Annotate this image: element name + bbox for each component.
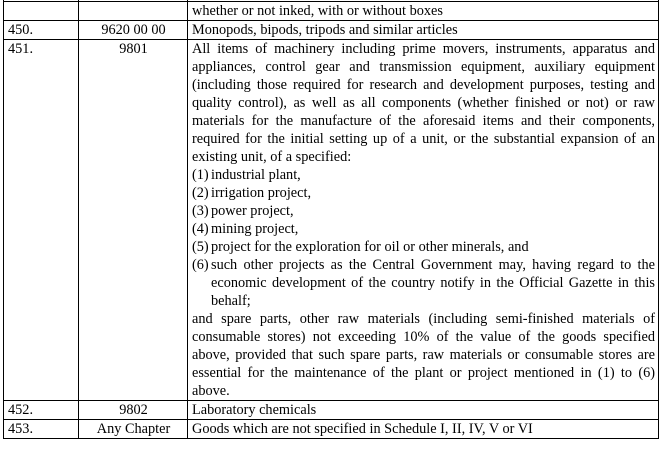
schedule-table xyxy=(3,0,659,439)
list-item xyxy=(192,202,655,220)
list-number: (5) xyxy=(192,239,209,255)
table-row xyxy=(4,401,659,420)
description-closing: and spare parts, other raw materials (including semi-finished materials of consumable stores) not exceeding 10% of the value of the goods specified above, provided that such spare parts, raw materials or consumable stores are essential for the maintenance of the plant or project mentioned in (1) to (6) above. xyxy=(192,311,655,399)
cell-sno: 453. xyxy=(4,420,79,439)
list-number: (1) xyxy=(192,167,209,183)
list-text: industrial plant, xyxy=(211,167,301,183)
cell-code: Any Chapter xyxy=(79,420,188,439)
list-item xyxy=(192,166,655,184)
cell-code: 9802 xyxy=(79,401,188,420)
list-number: (6) xyxy=(192,257,209,273)
table-row xyxy=(4,21,659,40)
table-row xyxy=(4,40,659,401)
list-text: power project, xyxy=(211,203,294,219)
description-intro: All items of machinery including prime movers, instruments, apparatus and appliances, control gear and transmission equipment, auxiliary equipment (including those required for research and development purposes, testing and quality control), as well as all components (whether finished or not) or raw materials for the manufacture of the aforesaid items and their components, required for the initial setting up of a unit, or the substantial expansion of an existing unit, of a specified: xyxy=(192,41,655,165)
cell-sno: 451. xyxy=(4,40,79,401)
cell-description: Laboratory chemicals xyxy=(188,401,659,420)
cell-description: whether or not inked, with or without boxes xyxy=(188,2,659,21)
table-row xyxy=(4,420,659,439)
cell-description: Goods which are not specified in Schedule I, II, IV, V or VI xyxy=(188,420,659,439)
cell-sno: 450. xyxy=(4,21,79,40)
cell-sno xyxy=(4,2,79,21)
cell-code xyxy=(79,2,188,21)
list-text: such other projects as the Central Government may, having regard to the economic development of the country notify in the Official Gazette in this behalf; xyxy=(211,257,655,309)
cell-code: 9620 00 00 xyxy=(79,21,188,40)
cell-sno: 452. xyxy=(4,401,79,420)
table-row xyxy=(4,2,659,21)
cell-description: Monopods, bipods, tripods and similar articles xyxy=(188,21,659,40)
list-text: project for the exploration for oil or other minerals, and xyxy=(211,239,529,255)
list-item xyxy=(192,256,655,310)
list-item xyxy=(192,220,655,238)
list-item xyxy=(192,238,655,256)
list-text: irrigation project, xyxy=(211,185,312,201)
list-number: (3) xyxy=(192,203,209,219)
cell-code: 9801 xyxy=(79,40,188,401)
list-number: (4) xyxy=(192,221,209,237)
cell-description xyxy=(188,40,659,401)
list-item xyxy=(192,184,655,202)
list-text: mining project, xyxy=(211,221,299,237)
list-number: (2) xyxy=(192,185,209,201)
